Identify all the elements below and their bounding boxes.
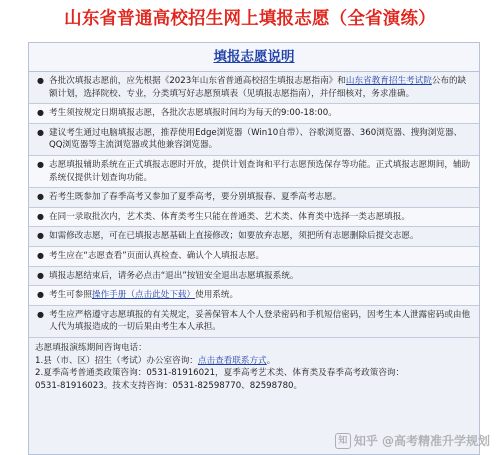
notice-text: 考生须按规定日期填报志愿，各批次志愿填报时间均为每天的9:00-18:00。 bbox=[49, 108, 337, 119]
notice-text: 考生应在“志愿查看”页面认真检查、确认个人填报志愿。 bbox=[49, 250, 265, 261]
contact-text: 。 bbox=[266, 355, 276, 366]
notice-item bbox=[29, 247, 479, 267]
notice-text: 如需修改志愿，可在已填报志愿基础上直接修改；如要放弃志愿，须把所有志愿删除后提交志愿。 bbox=[49, 231, 419, 242]
notice-text: 使用系统。 bbox=[195, 290, 239, 301]
notice-text: 公布的缺额计划，选择院校、专业，分类填写好志愿预填表（见填报志愿指南），并仔细核对，务求准确。 bbox=[49, 76, 467, 99]
contact-info bbox=[29, 338, 479, 392]
bullet-icon: ● bbox=[37, 127, 44, 137]
notice-item bbox=[29, 124, 479, 156]
bullet-icon: ● bbox=[37, 290, 44, 300]
notice-item bbox=[29, 156, 479, 188]
notice-item bbox=[29, 208, 479, 228]
notice-text: 在同一录取批次内，艺术类、体育类考生只能在普通类、艺术类、体育类中选择一类志愿填报。 bbox=[49, 211, 410, 222]
contact-line-1 bbox=[35, 355, 473, 368]
notice-text: 考生可参照 bbox=[49, 290, 92, 301]
notice-item bbox=[29, 267, 479, 287]
exam-institute-link[interactable]: 山东省教育招生考试院 bbox=[345, 76, 432, 86]
bullet-icon: ● bbox=[37, 231, 44, 241]
notice-item bbox=[29, 188, 479, 208]
county-contact-link[interactable]: 点击查看联系方式 bbox=[197, 355, 267, 366]
notice-item bbox=[29, 306, 479, 338]
notice-text: 考生应严格遵守志愿填报的有关规定，妥善保管本人个人登录密码和手机短信密码，因考生本人泄露密码或由他人代为填报造成的一切后果由考生本人承担。 bbox=[49, 309, 471, 333]
notice-text: 志愿填报辅助系统在正式填报志愿时开放，提供计划查询和平行志愿预选保存等功能。正式填报志愿期间，辅助系统仅提供计划查询功能。 bbox=[49, 159, 471, 183]
bullet-icon: ● bbox=[37, 270, 44, 280]
contact-heading: 志愿填报演练期间咨询电话： bbox=[35, 342, 147, 353]
notice-panel bbox=[28, 42, 480, 455]
bullet-icon: ● bbox=[37, 108, 44, 118]
bullet-icon: ● bbox=[37, 250, 44, 260]
notice-item bbox=[29, 72, 479, 104]
notice-text: 各批次填报志愿前，应先根据《2023年山东省普通高校招生填报志愿指南》和 bbox=[49, 76, 346, 86]
notice-item bbox=[29, 104, 479, 124]
watermark-text: 知乎 @高考精准升学规划 bbox=[353, 433, 490, 448]
notice-text: 若考生既参加了春季高考又参加了夏季高考，要分别填报春、夏季高考志愿。 bbox=[49, 192, 342, 203]
page-title: 山东省普通高校招生网上填报志愿（全省演练） bbox=[64, 9, 436, 29]
notice-title-text: 填报志愿说明 bbox=[213, 49, 295, 65]
bullet-icon: ● bbox=[37, 76, 44, 85]
notice-item bbox=[29, 286, 479, 306]
contact-line-2: 2.夏季高考普通类政策咨询：0531-81916021，夏季高考艺术类、体育类及春季高考政策咨询： bbox=[35, 368, 405, 379]
contact-line-3: 0531-81916023。技术支持咨询：0531-82598770、82598780。 bbox=[35, 380, 303, 391]
bullet-icon: ● bbox=[37, 211, 44, 221]
watermark bbox=[335, 432, 490, 450]
notice-text: 填报志愿结束后，请务必点击“退出”按钮安全退出志愿填报系统。 bbox=[49, 270, 299, 281]
manual-download-link[interactable]: 操作手册（点击此处下载） bbox=[91, 290, 196, 301]
bullet-icon: ● bbox=[37, 192, 44, 202]
zhihu-logo-icon: 知 bbox=[335, 433, 351, 449]
notice-item bbox=[29, 227, 479, 247]
bullet-icon: ● bbox=[37, 309, 44, 319]
notice-list bbox=[29, 72, 479, 338]
bullet-icon: ● bbox=[37, 159, 44, 169]
contact-text: 1.县（市、区）招生（考试）办公室咨询： bbox=[35, 355, 198, 366]
notice-title bbox=[29, 43, 479, 72]
notice-text: 建议考生通过电脑填报志愿，推荐使用Edge浏览器（Win10自带）、谷歌浏览器、360浏览器、搜狗浏览器、QQ浏览器等主流浏览器或其他兼容浏览器。 bbox=[49, 127, 463, 151]
